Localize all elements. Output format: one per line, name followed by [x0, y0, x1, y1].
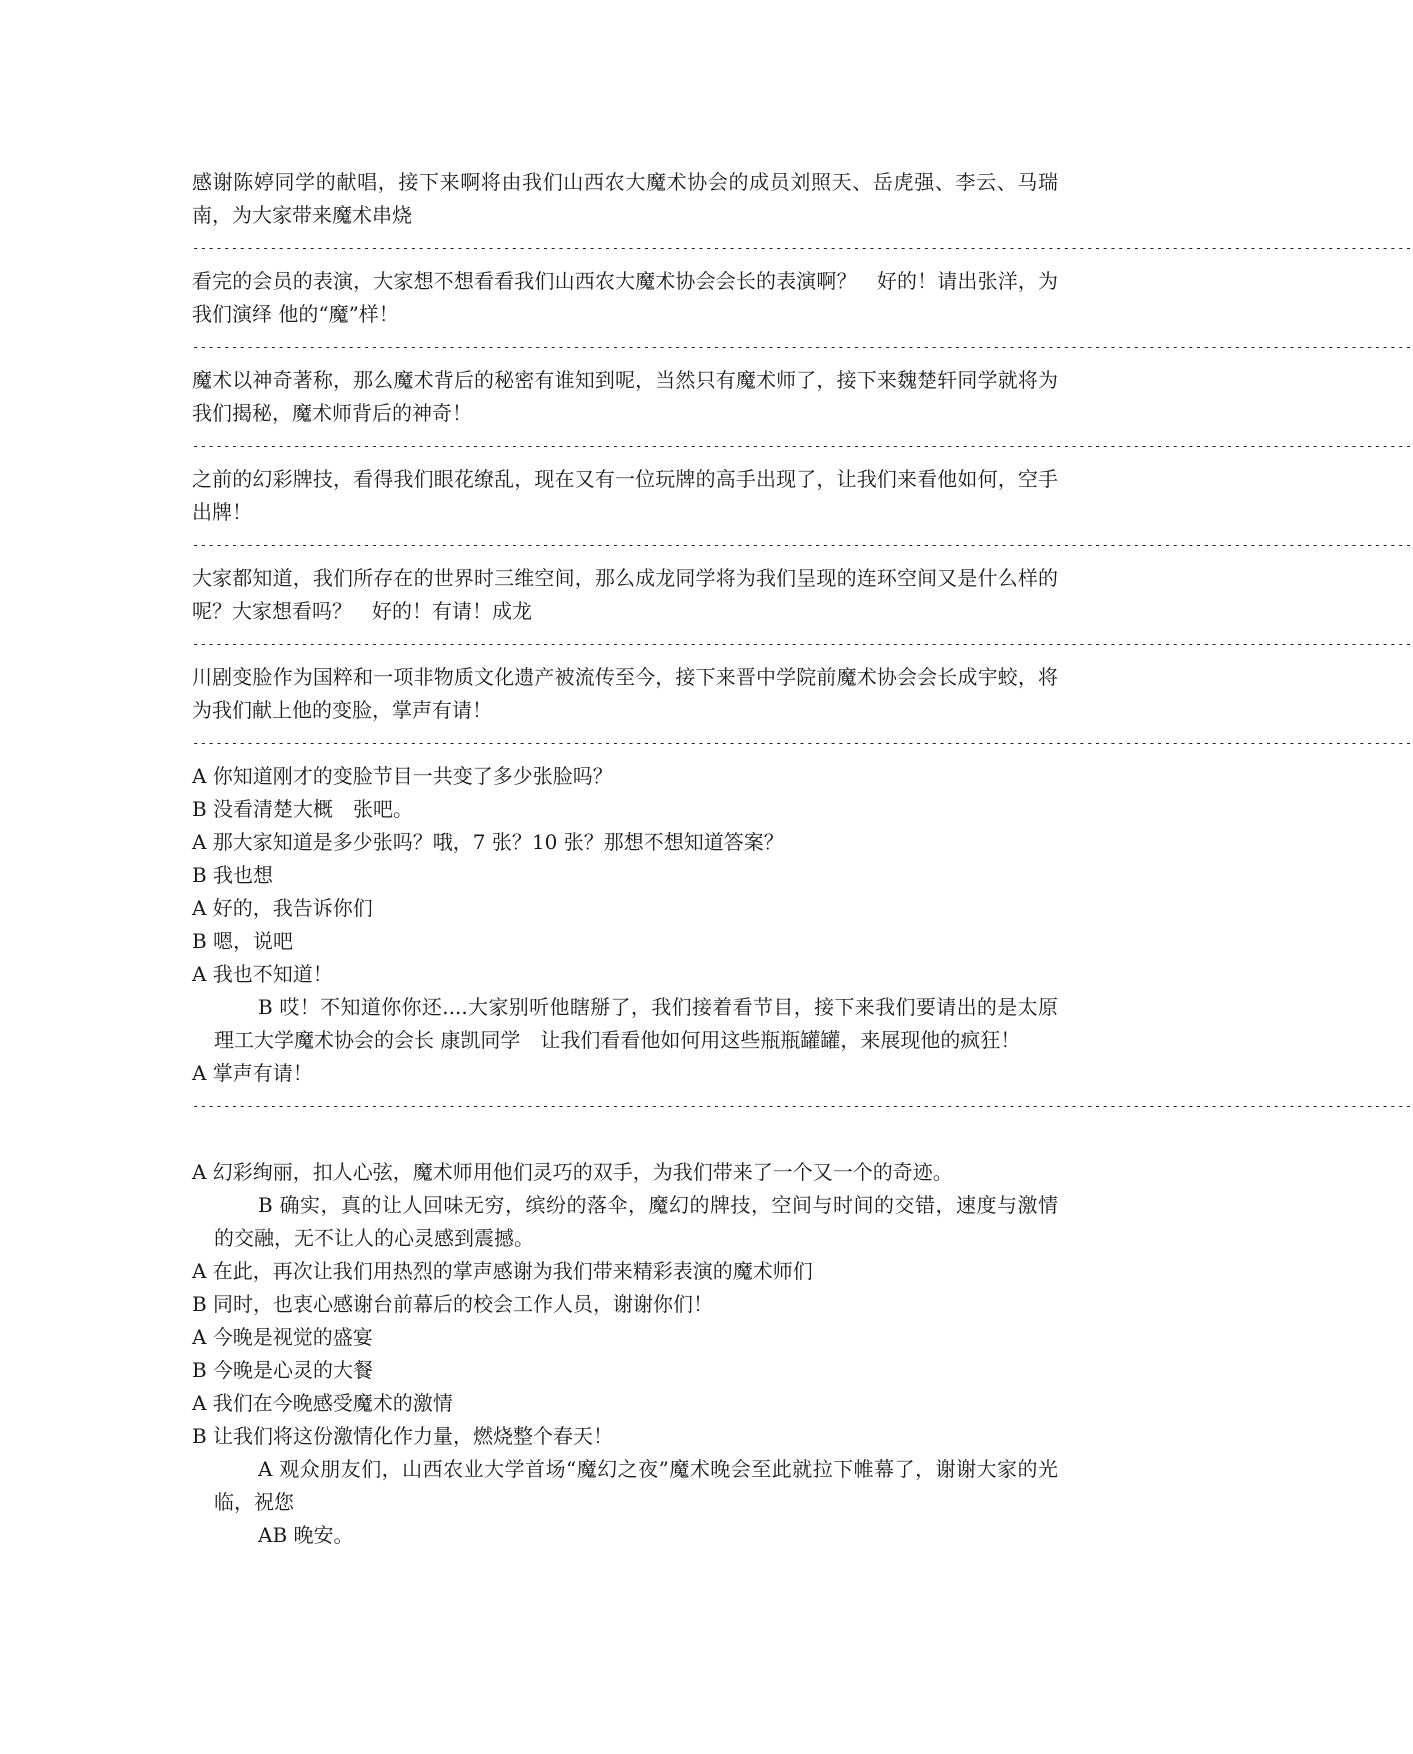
intro-paragraph: 看完的会员的表演，大家想不想看看我们山西农大魔术协会会长的表演啊？ 好的！请出张洋，为我们演绎 他的“魔”样！: [192, 269, 1058, 326]
dialogue-line: A 你知道刚才的变脸节目一共变了多少张脸吗？: [192, 764, 613, 788]
separator-line: -------------------------------------------------------------------------------------------------------------------------------------------------------------: [192, 538, 1413, 552]
dialogue-line: B 同时，也衷心感谢台前幕后的校会工作人员，谢谢你们！: [192, 1292, 714, 1316]
dialogue-line: B 哎！不知道你你还....大家别听他瞎掰了，我们接着看节目，接下来我们要请出的是太原理工大学魔术协会的会长 康凯同学 让我们看看他如何用这些瓶瓶罐罐，来展现他的疯狂！: [214, 995, 1058, 1052]
dialogue-line: A 观众朋友们，山西农业大学首场“魔幻之夜”魔术晚会至此就拉下帷幕了，谢谢大家的光临，祝您: [214, 1457, 1058, 1514]
dialogue-line: A 那大家知道是多少张吗？哦，7 张？10 张？那想不想知道答案？: [192, 830, 784, 854]
blank-line: [192, 1123, 1058, 1156]
dialogue-line: A 今晚是视觉的盛宴: [192, 1325, 373, 1349]
dialogue-line: B 让我们将这份激情化作力量，燃烧整个春天！: [192, 1424, 614, 1448]
dialogue-line: A 我们在今晚感受魔术的激情: [192, 1391, 453, 1415]
dialogue-line: B 确实，真的让人回味无穷，缤纷的落伞，魔幻的牌技，空间与时间的交错，速度与激情的交融，无不让人的心灵感到震撼。: [214, 1193, 1058, 1250]
intro-paragraph: 大家都知道，我们所存在的世界时三维空间，那么成龙同学将为我们呈现的连环空间又是什么样的呢？大家想看吗？ 好的！有请！成龙: [192, 566, 1058, 623]
intro-paragraph: 川剧变脸作为国粹和一项非物质文化遗产被流传至今，接下来晋中学院前魔术协会会长成宇蛟，将为我们献上他的变脸，掌声有请！: [192, 665, 1058, 722]
intro-paragraph: 魔术以神奇著称，那么魔术背后的秘密有谁知到呢，当然只有魔术师了，接下来魏楚轩同学就将为我们揭秘，魔术师背后的神奇！: [192, 368, 1058, 425]
separator-line: -------------------------------------------------------------------------------------------------------------------------------------------------------------: [192, 439, 1413, 453]
intro-paragraph: 感谢陈婷同学的献唱，接下来啊将由我们山西农大魔术协会的成员刘照天、岳虎强、李云、马瑞南，为大家带来魔术串烧: [192, 170, 1058, 227]
separator-line: -------------------------------------------------------------------------------------------------------------------------------------------------------------: [192, 736, 1413, 750]
dialogue-line: B 嗯，说吧: [192, 929, 294, 953]
separator-line: -------------------------------------------------------------------------------------------------------------------------------------------------------------: [192, 1099, 1413, 1113]
script-body: [192, 166, 1413, 1552]
separator-line: -------------------------------------------------------------------------------------------------------------------------------------------------------------: [192, 637, 1413, 651]
dialogue-line: A 掌声有请！: [192, 1061, 313, 1085]
separator-line: -------------------------------------------------------------------------------------------------------------------------------------------------------------: [192, 340, 1413, 354]
dialogue-line: AB 晚安。: [258, 1523, 354, 1547]
dialogue-line: A 幻彩绚丽，扣人心弦，魔术师用他们灵巧的双手，为我们带来了一个又一个的奇迹。: [192, 1160, 953, 1184]
dialogue-line: B 今晚是心灵的大餐: [192, 1358, 374, 1382]
dialogue-line: B 我也想: [192, 863, 274, 887]
intro-paragraph: 之前的幻彩牌技，看得我们眼花缭乱，现在又有一位玩牌的高手出现了，让我们来看他如何，空手出牌！: [192, 467, 1058, 524]
separator-line: -------------------------------------------------------------------------------------------------------------------------------------------------------------: [192, 241, 1413, 255]
dialogue-line: A 好的，我告诉你们: [192, 896, 373, 920]
dialogue-line: A 在此，再次让我们用热烈的掌声感谢为我们带来精彩表演的魔术师们: [192, 1259, 813, 1283]
dialogue-line: A 我也不知道！: [192, 962, 333, 986]
dialogue-line: B 没看清楚大概 张吧。: [192, 797, 414, 821]
